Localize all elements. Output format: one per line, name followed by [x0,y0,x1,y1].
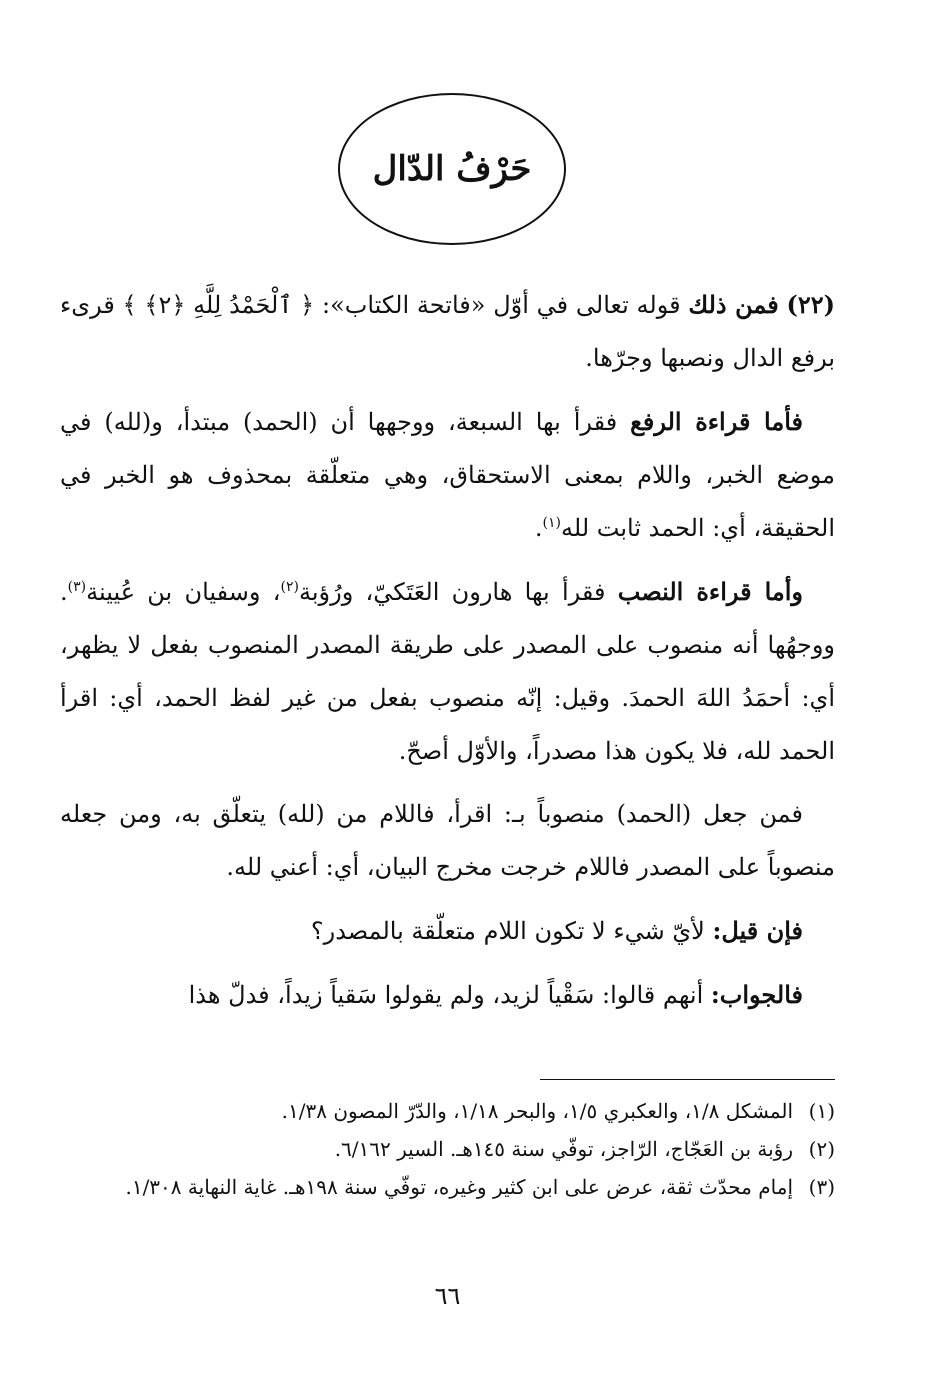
chapter-title-oval [338,93,566,245]
paragraph-explanation [60,788,835,894]
paragraph-lead: فالجواب: [710,980,803,1009]
page [60,0,835,1382]
footnotes [60,1092,835,1206]
paragraph-answer [60,968,835,1022]
paragraph-lead: فمن ذلك [688,290,779,319]
paragraph-text: فقرأ بها السبعة، ووجهها أن (الحمد) مبتدأ، و(لله) في موضع الخبر، واللام بمعنى الاستحقاق، وهي متعلّقة بمحذوف هو الخبر في الحقيقة، أي: الحمد ثابت لله [60,408,835,542]
footnote-text: رؤبة بن العَجّاج، الرّاجز، توفّي سنة ١٤٥هـ. السير ٦/١٦٢. [334,1137,793,1161]
footnote-number: (١) [808,1099,835,1123]
paragraph-raf [60,395,835,555]
paragraph-text: لأيّ شيء لا تكون اللام متعلّقة بالمصدر؟ [310,917,713,945]
paragraph-text: أنهم قالوا: سَقْياً لزيد، ولم يقولوا سَقياً زيداً، فدلّ هذا [188,981,711,1009]
footnote-ref: (١) [542,515,562,531]
footnote-ref: (٣) [67,579,87,595]
footnote-number: (٢) [808,1137,835,1161]
chapter-title: حَرْفُ الدّال [372,149,532,189]
footnote-item [60,1130,835,1168]
footnote-ref: (٢) [280,579,299,595]
paragraph-22 [60,278,835,385]
footnote-number: (٣) [808,1175,835,1199]
footnote-text: المشكل ١/٨، والعكبري ١/٥، والبحر ١/١٨، والدّرّ المصون ١/٣٨. [281,1099,793,1123]
paragraph-lead: فإن قيل: [712,916,803,945]
verse-number: (٢٢) [786,290,836,319]
paragraph-lead: فأما قراءة الرفع [630,407,804,436]
body-text [60,278,835,1032]
footnote-item [60,1168,835,1206]
paragraph-lead: وأما قراءة النصب [617,577,803,606]
paragraph-text: . ووجهُها أنه منصوب على المصدر على طريقة المصدر المنصوب بفعل لا يظهر، أي: أحمَدُ اللهَ الحمدَ. وقيل: إنّه منصوب بفعل من غير لفظ الحمد، أي: اقرأ الحمد لله، فلا يكون هذا مصدراً، والأوّل أصحّ. [60,578,835,765]
paragraph-text: فمن جعل (الحمد) منصوباً بـ: اقرأ، فاللام من (لله) يتعلّق به، ومن جعله منصوباً على المصدر فاللام خرجت مخرج البيان، أي: أعني لله. [60,800,835,881]
footnote-divider [540,1079,835,1080]
footnote-item [60,1092,835,1130]
paragraph-question [60,904,835,958]
footnote-text: إمام محدّث ثقة، عرض على ابن كثير وغيره، توفّي سنة ١٩٨هـ. غاية النهاية ١/٣٠٨. [125,1175,793,1199]
paragraph-text: ، وسفيان بن عُيينة [86,578,281,606]
paragraph-nasb [60,565,835,778]
paragraph-text: قوله تعالى في أوّل «فاتحة الكتاب»: ﴿ ٱلْحَمْدُ لِلَّهِ ﴿٢﴾ ﴾ قرىء برفع الدال ونصبها وجرّها. [60,291,835,372]
page-number: ٦٦ [434,1282,461,1310]
paragraph-tail: . [534,514,543,542]
paragraph-text: فقرأ بها هارون العَتَكيّ، ورُؤبة [298,578,618,606]
